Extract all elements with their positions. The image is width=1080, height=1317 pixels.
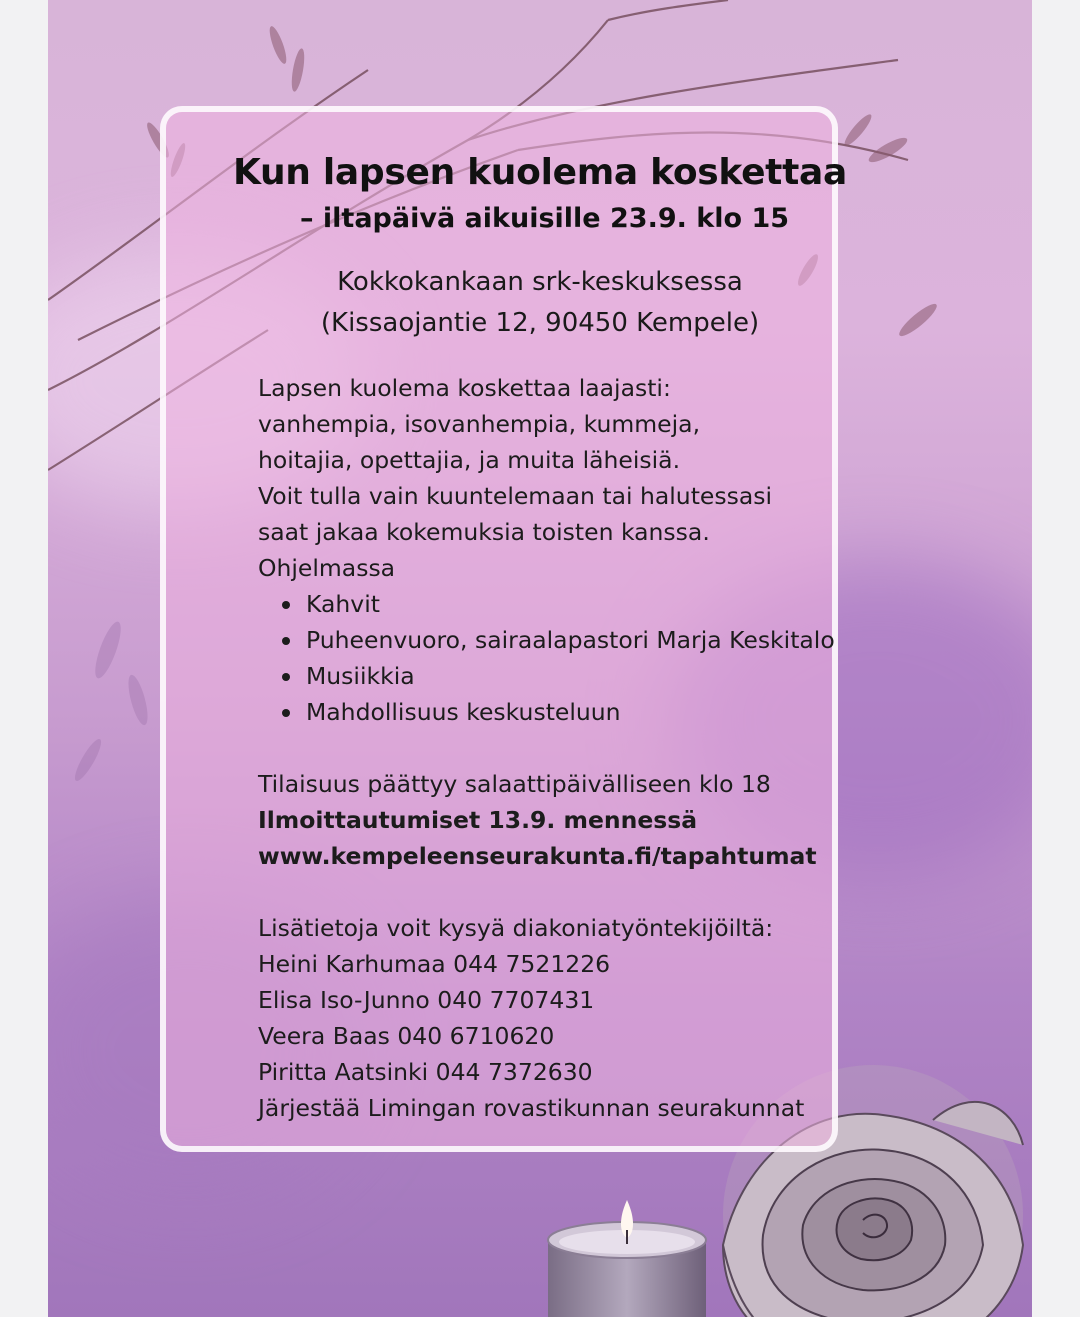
contact-entry: Elisa Iso-Junno 040 7707431 xyxy=(258,986,595,1014)
venue-address: (Kissaojantie 12, 90450 Kempele) xyxy=(320,308,760,338)
program-item: Kahvit xyxy=(258,586,858,622)
intro-line: saat jakaa kokemuksia toisten kanssa. xyxy=(258,518,710,546)
intro-line: Lapsen kuolema koskettaa laajasti: xyxy=(258,374,671,402)
program-item: Musiikkia xyxy=(258,658,858,694)
intro-line: Voit tulla vain kuuntelemaan tai halutessasi xyxy=(258,482,773,510)
intro-line: vanhempia, isovanhempia, kummeja, xyxy=(258,410,701,438)
program-list xyxy=(258,586,858,730)
program-item: Mahdollisuus keskusteluun xyxy=(258,694,858,730)
contact-entry: Piritta Aatsinki 044 7372630 xyxy=(258,1058,593,1086)
website-link[interactable]: www.kempeleenseurakunta.fi/tapahtumat xyxy=(258,842,817,870)
registration-deadline: Ilmoittautumiset 13.9. mennessä xyxy=(258,806,698,834)
contact-entry: Veera Baas 040 6710620 xyxy=(258,1022,555,1050)
intro-line: hoitajia, opettajia, ja muita läheisiä. xyxy=(258,446,681,474)
poster-title: Kun lapsen kuolema koskettaa xyxy=(233,152,847,193)
venue xyxy=(0,262,1080,344)
contact-entry: Heini Karhumaa 044 7521226 xyxy=(258,950,611,978)
poster-subtitle: – iltapäivä aikuisille 23.9. klo 15 xyxy=(300,203,790,234)
venue-name: Kokkokankaan srk-keskuksessa xyxy=(337,267,743,297)
contacts-label: Lisätietoja voit kysyä diakoniatyöntekijöiltä: xyxy=(258,914,774,942)
program-item: Puheenvuoro, sairaalapastori Marja Keskitalo xyxy=(258,622,858,658)
event-description xyxy=(258,370,858,1126)
organizer: Järjestää Limingan rovastikunnan seurakunnat xyxy=(258,1094,805,1122)
spacer xyxy=(258,730,858,766)
ending-note: Tilaisuus päättyy salaattipäivälliseen klo 18 xyxy=(258,770,771,798)
program-label: Ohjelmassa xyxy=(258,554,396,582)
spacer xyxy=(258,874,858,910)
